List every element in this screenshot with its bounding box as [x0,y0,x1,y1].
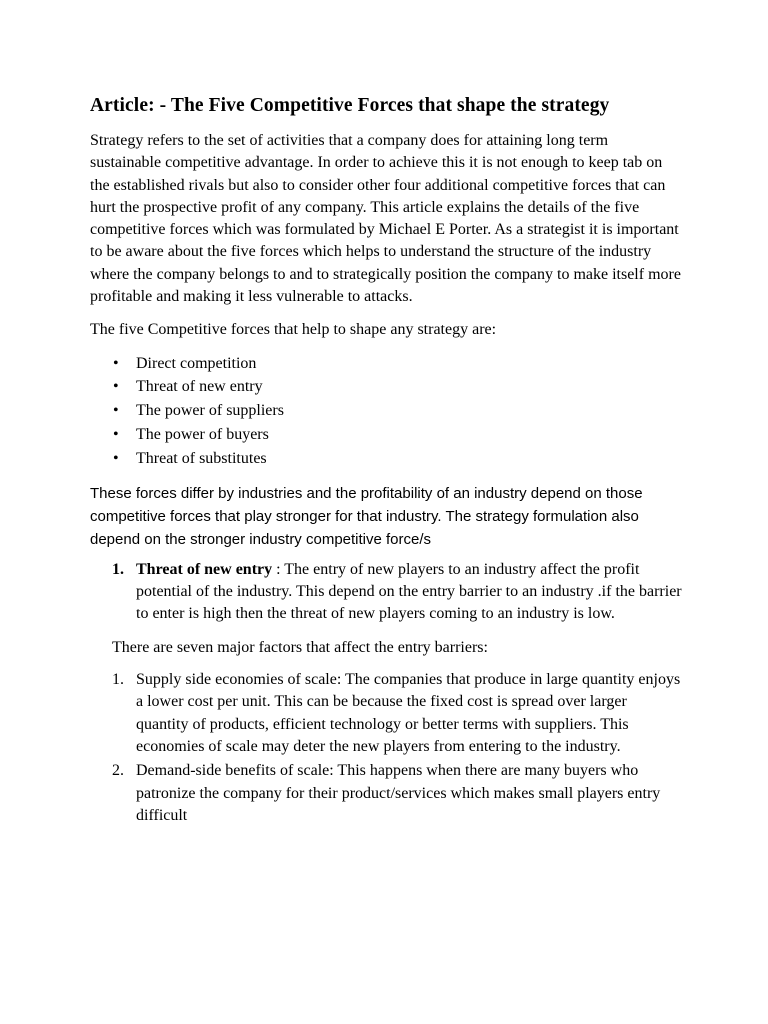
list-item-text: Direct competition [136,354,257,372]
factor-number: 1. [112,670,124,688]
list-item [90,375,682,399]
section-text: : The entry of new players to an industry affect the profit potential of the industry. This depend on the entry barrier to an industry .if the barrier to enter is high then the threat of new players coming to an industry is low. [136,560,682,623]
article-title: Article: - The Five Competitive Forces that shape the strategy [90,95,610,116]
list-item-text: Threat of new entry [136,378,263,396]
bullet-icon: • [113,354,119,372]
bullet-icon: • [113,402,119,420]
forces-list [90,352,682,471]
section-term: Threat of new entry [136,560,273,578]
factor-text: Demand-side benefits of scale: This happens when there are many buyers who patronize the company for their product/services which makes small players entry difficult [136,762,661,825]
bullet-icon: • [113,449,119,467]
bullet-icon: • [113,426,119,444]
section-number: 1. [112,560,124,578]
factors-lead-paragraph: There are seven major factors that affect the entry barriers: [112,638,488,656]
factor-number: 2. [112,762,124,780]
list-item [90,669,682,759]
intro-paragraph: Strategy refers to the set of activities that a company does for attaining long term sustainable competitive advantage. In order to achieve this it is not enough to keep tab on the established rivals but also to consider other four additional competitive forces that can hurt the prospective profit of any company. This article explains the details of the five competitive forces which was formulated by Michael E Porter. As a strategist it is important to be aware about the five forces which helps to understand the structure of the industry where the company belongs to and to strategically position the company to make itself more profitable and making it less vulnerable to attacks. [90,132,681,306]
factors-list [90,669,682,828]
factor-text: Supply side economies of scale: The companies that produce in large quantity enjoys a lower cost per unit. This can be because the fixed cost is spread over larger quantity of products, efficient technology or better terms with suppliers. This economies of scale may deter the new players from entering to the industry. [136,670,681,756]
list-item-text: The power of buyers [136,426,269,444]
differ-paragraph: These forces differ by industries and the profitability of an industry depend on those competitive forces that play stronger for that industry. The strategy formulation also depend on the stronger industry competitive force/s [90,484,643,548]
list-item-text: The power of suppliers [136,402,284,420]
list-item [90,423,682,447]
list-item [90,447,682,471]
section-list [90,559,682,626]
list-item [90,352,682,376]
bullet-icon: • [113,378,119,396]
forces-lead-paragraph: The five Competitive forces that help to shape any strategy are: [90,321,497,339]
list-item [90,760,682,827]
section-threat-of-new-entry [90,559,682,626]
list-item [90,399,682,423]
list-item-text: Threat of substitutes [136,449,267,467]
